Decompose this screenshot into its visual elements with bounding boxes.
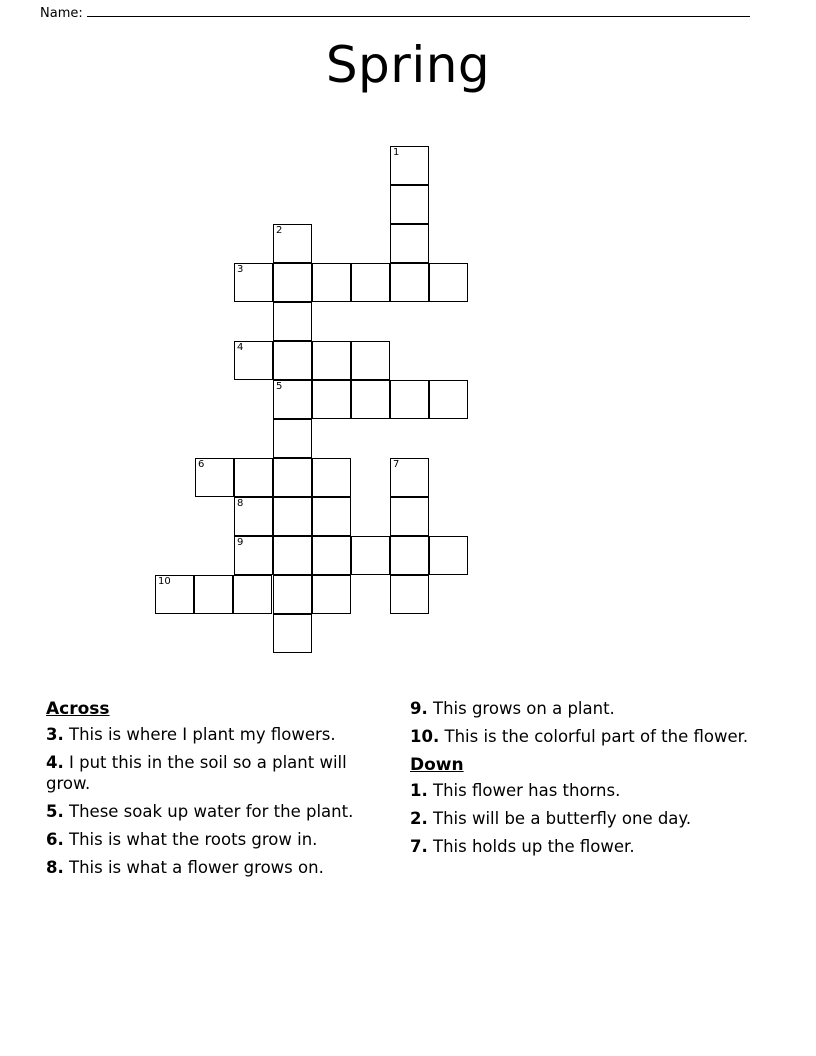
crossword-cell[interactable] <box>390 146 429 185</box>
crossword-cell[interactable] <box>233 575 272 614</box>
clue-number: 7. <box>410 837 428 856</box>
cell-number: 1 <box>393 147 400 158</box>
crossword-cell[interactable] <box>312 263 351 302</box>
crossword-cell[interactable] <box>234 341 273 380</box>
cell-number: 4 <box>237 342 244 353</box>
clues-section <box>0 698 816 958</box>
across-heading: Across <box>46 699 110 719</box>
crossword-cell[interactable] <box>273 497 312 536</box>
clue-down-1 <box>410 780 750 801</box>
crossword-cell[interactable] <box>429 536 468 575</box>
clue-text: This is what the roots grow in. <box>69 830 318 849</box>
crossword-cell[interactable] <box>273 575 312 614</box>
crossword-cell[interactable] <box>390 536 429 575</box>
crossword-cell[interactable] <box>390 458 429 497</box>
crossword-cell[interactable] <box>429 263 468 302</box>
clue-number: 3. <box>46 725 64 744</box>
crossword-cell[interactable] <box>351 341 390 380</box>
clue-across-10 <box>410 726 750 747</box>
crossword-cell[interactable] <box>312 497 351 536</box>
crossword-cell[interactable] <box>390 263 429 302</box>
clue-down-2 <box>410 808 750 829</box>
crossword-cell[interactable] <box>273 341 312 380</box>
clue-text: This grows on a plant. <box>433 699 615 718</box>
crossword-cell[interactable] <box>273 224 312 263</box>
clue-across-6 <box>46 829 386 850</box>
crossword-cell[interactable] <box>195 458 234 497</box>
clue-text: This flower has thorns. <box>433 781 621 800</box>
clue-across-3 <box>46 724 386 745</box>
cell-number: 10 <box>158 576 171 587</box>
cell-number: 2 <box>276 225 283 236</box>
clue-number: 5. <box>46 802 64 821</box>
clue-number: 1. <box>410 781 428 800</box>
cell-number: 9 <box>237 537 244 548</box>
clue-across-8 <box>46 857 386 878</box>
crossword-cell[interactable] <box>312 458 351 497</box>
crossword-cell[interactable] <box>390 497 429 536</box>
crossword-cell[interactable] <box>390 185 429 224</box>
clue-text: This is where I plant my flowers. <box>69 725 336 744</box>
cell-number: 7 <box>393 459 400 470</box>
cell-number: 6 <box>198 459 205 470</box>
clue-across-5 <box>46 801 386 822</box>
clues-column-left <box>46 698 386 885</box>
name-label: Name: <box>40 6 83 21</box>
crossword-cell[interactable] <box>273 458 312 497</box>
name-row <box>40 2 750 21</box>
crossword-cell[interactable] <box>390 575 429 614</box>
clue-text: This is what a flower grows on. <box>69 858 324 877</box>
crossword-cell[interactable] <box>234 458 273 497</box>
cell-number: 3 <box>237 264 244 275</box>
crossword-cell[interactable] <box>429 380 468 419</box>
crossword-cell[interactable] <box>194 575 233 614</box>
crossword-cell[interactable] <box>155 575 194 614</box>
crossword-cell[interactable] <box>390 380 429 419</box>
crossword-cell[interactable] <box>312 380 351 419</box>
crossword-cell[interactable] <box>234 497 273 536</box>
crossword-cell[interactable] <box>273 302 312 341</box>
crossword-cell[interactable] <box>312 575 351 614</box>
cell-number: 5 <box>276 381 283 392</box>
clue-across-9 <box>410 698 750 719</box>
clue-text: This holds up the flower. <box>433 837 635 856</box>
crossword-cell[interactable] <box>351 380 390 419</box>
crossword-cell[interactable] <box>234 536 273 575</box>
clue-number: 6. <box>46 830 64 849</box>
clues-column-right <box>410 698 750 864</box>
crossword-grid[interactable] <box>155 146 485 666</box>
clue-number: 2. <box>410 809 428 828</box>
clue-text: This is the colorful part of the flower. <box>444 727 749 746</box>
clue-across-4 <box>46 752 386 794</box>
clue-number: 9. <box>410 699 428 718</box>
cell-number: 8 <box>237 498 244 509</box>
page-title: Spring <box>325 36 491 94</box>
crossword-cell[interactable] <box>312 341 351 380</box>
clue-down-7 <box>410 836 750 857</box>
crossword-cell[interactable] <box>351 263 390 302</box>
clue-number: 10. <box>410 727 440 746</box>
clue-number: 8. <box>46 858 64 877</box>
crossword-cell[interactable] <box>273 419 312 458</box>
clue-text: This will be a butterfly one day. <box>433 809 692 828</box>
crossword-cell[interactable] <box>273 536 312 575</box>
crossword-cell[interactable] <box>390 224 429 263</box>
clue-number: 4. <box>46 753 64 772</box>
crossword-cell[interactable] <box>312 536 351 575</box>
crossword-cell[interactable] <box>234 263 273 302</box>
crossword-cell[interactable] <box>273 380 312 419</box>
clue-text: These soak up water for the plant. <box>69 802 354 821</box>
clue-text: I put this in the soil so a plant will grow. <box>46 753 347 793</box>
down-heading: Down <box>410 755 464 775</box>
crossword-cell[interactable] <box>273 614 312 653</box>
name-blank-line[interactable] <box>87 2 750 17</box>
crossword-cell[interactable] <box>351 536 390 575</box>
crossword-cell[interactable] <box>273 263 312 302</box>
